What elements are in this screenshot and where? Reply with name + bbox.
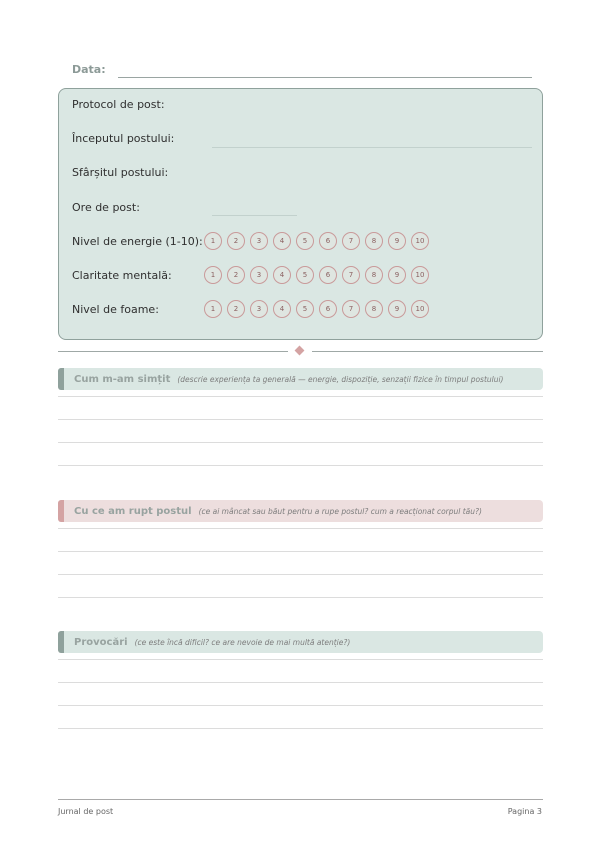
clarity-option[interactable]: 10	[411, 266, 429, 284]
divider-left	[58, 351, 288, 352]
date-row	[72, 62, 532, 80]
energy-option[interactable]: 8	[365, 232, 383, 250]
clarity-option[interactable]: 1	[204, 266, 222, 284]
section-header-feelings	[58, 368, 543, 390]
clarity-option[interactable]: 6	[319, 266, 337, 284]
clarity-option[interactable]: 8	[365, 266, 383, 284]
section-header-challenges	[58, 631, 543, 653]
hunger-option[interactable]: 5	[296, 300, 314, 318]
section-accent-bar	[58, 500, 64, 522]
protocol-box	[58, 88, 543, 340]
energy-label: Nivel de energie (1-10):	[72, 235, 203, 248]
end-label: Sfârșitul postului:	[72, 166, 169, 179]
clarity-scale	[204, 266, 429, 284]
date-input-line[interactable]	[118, 77, 532, 78]
hunger-option[interactable]: 2	[227, 300, 245, 318]
hours-input-line[interactable]	[212, 215, 297, 216]
section-header-break-fast	[58, 500, 543, 522]
writing-line[interactable]	[58, 419, 543, 420]
energy-option[interactable]: 1	[204, 232, 222, 250]
hunger-option[interactable]: 7	[342, 300, 360, 318]
hunger-option[interactable]: 9	[388, 300, 406, 318]
clarity-option[interactable]: 2	[227, 266, 245, 284]
energy-option[interactable]: 6	[319, 232, 337, 250]
section-title: Provocări	[74, 636, 128, 648]
writing-line[interactable]	[58, 465, 543, 466]
clarity-option[interactable]: 3	[250, 266, 268, 284]
start-input-line[interactable]	[212, 147, 532, 148]
hunger-option[interactable]: 8	[365, 300, 383, 318]
energy-option[interactable]: 2	[227, 232, 245, 250]
writing-line[interactable]	[58, 396, 543, 397]
section-hint: (ce ai mâncat sau băut pentru a rupe postul? cum a reacționat corpul tău?)	[198, 506, 482, 516]
hunger-option[interactable]: 4	[273, 300, 291, 318]
footer-journal-name: Jurnal de post	[58, 807, 114, 816]
footer-page-number: Pagina 3	[507, 807, 542, 816]
energy-option[interactable]: 7	[342, 232, 360, 250]
clarity-option[interactable]: 5	[296, 266, 314, 284]
section-title: Cu ce am rupt postul	[74, 505, 192, 517]
section-title: Cum m-am simțit	[74, 373, 171, 385]
energy-option[interactable]: 10	[411, 232, 429, 250]
section-accent-bar	[58, 631, 64, 653]
energy-option[interactable]: 4	[273, 232, 291, 250]
divider-right	[312, 351, 543, 352]
energy-option[interactable]: 5	[296, 232, 314, 250]
protocol-title: Protocol de post:	[72, 98, 165, 111]
hunger-option[interactable]: 3	[250, 300, 268, 318]
diamond-ornament-icon	[295, 346, 305, 356]
clarity-option[interactable]: 7	[342, 266, 360, 284]
section-hint: (descrie experiența ta generală — energie, dispoziție, senzații fizice în timpul postului)	[177, 374, 504, 384]
section-hint: (ce este încă dificil? ce are nevoie de mai multă atenție?)	[134, 637, 351, 647]
energy-scale	[204, 232, 429, 250]
start-label: Începutul postului:	[72, 132, 175, 145]
writing-line[interactable]	[58, 442, 543, 443]
writing-line[interactable]	[58, 728, 543, 729]
writing-line[interactable]	[58, 551, 543, 552]
energy-option[interactable]: 9	[388, 232, 406, 250]
section-accent-bar	[58, 368, 64, 390]
energy-option[interactable]: 3	[250, 232, 268, 250]
writing-line[interactable]	[58, 705, 543, 706]
footer-rule	[58, 799, 543, 800]
hunger-label: Nivel de foame:	[72, 303, 159, 316]
hunger-option[interactable]: 6	[319, 300, 337, 318]
writing-line[interactable]	[58, 574, 543, 575]
hunger-option[interactable]: 1	[204, 300, 222, 318]
hunger-option[interactable]: 10	[411, 300, 429, 318]
writing-line[interactable]	[58, 682, 543, 683]
clarity-option[interactable]: 9	[388, 266, 406, 284]
clarity-label: Claritate mentală:	[72, 269, 172, 282]
date-label: Data:	[72, 63, 106, 76]
writing-line[interactable]	[58, 528, 543, 529]
clarity-option[interactable]: 4	[273, 266, 291, 284]
writing-line[interactable]	[58, 597, 543, 598]
hours-label: Ore de post:	[72, 201, 140, 214]
hunger-scale	[204, 300, 429, 318]
writing-line[interactable]	[58, 659, 543, 660]
